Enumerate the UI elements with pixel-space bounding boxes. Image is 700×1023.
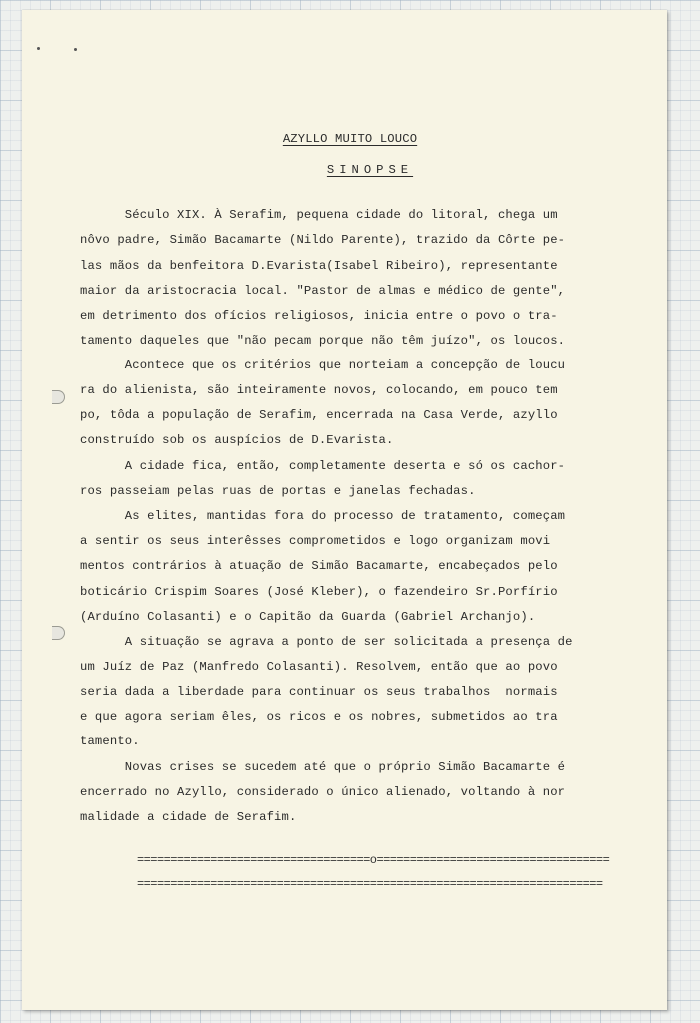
text-line: um Juíz de Paz (Manfredo Colasanti). Resolvem, então que ao povo bbox=[80, 660, 558, 674]
document-title: AZYLLO MUITO LOUCO bbox=[282, 132, 418, 146]
text-line: e que agora seriam êles, os ricos e os nobres, submetidos ao tra bbox=[80, 710, 558, 724]
text-line: Acontece que os critérios que norteiam a concepção de loucu bbox=[80, 358, 566, 372]
punch-hole-bottom bbox=[52, 626, 65, 640]
text-line: Novas crises se sucedem até que o próprio Simão Bacamarte é bbox=[80, 760, 566, 774]
text-line: las mãos da benfeitora D.Evarista(Isabel Ribeiro), representante bbox=[80, 259, 558, 273]
separator-rule-top: ===================================o=================================== bbox=[137, 853, 610, 867]
ink-speck bbox=[74, 48, 77, 51]
text-line: nôvo padre, Simão Bacamarte (Nildo Parente), trazido da Côrte pe- bbox=[80, 233, 566, 247]
text-line: A situação se agrava a ponto de ser solicitada a presença de bbox=[80, 635, 573, 649]
text-line: maior da aristocracia local. "Pastor de almas e médico de gente", bbox=[80, 284, 566, 298]
text-line: boticário Crispim Soares (José Kleber), o fazendeiro Sr.Porfírio bbox=[80, 585, 558, 599]
ink-speck bbox=[37, 47, 40, 50]
text-line: ros passeiam pelas ruas de portas e janelas fechadas. bbox=[80, 484, 476, 498]
text-line: encerrado no Azyllo, considerado o único alienado, voltando à nor bbox=[80, 785, 566, 799]
text-line: em detrimento dos ofícios religiosos, inicia entre o povo o tra- bbox=[80, 309, 558, 323]
text-line: (Arduíno Colasanti) e o Capitão da Guarda (Gabriel Archanjo). bbox=[80, 610, 536, 624]
text-line: malidade a cidade de Serafim. bbox=[80, 810, 297, 824]
text-line: seria dada a liberdade para continuar os seus trabalhos normais bbox=[80, 685, 558, 699]
text-line: tamento daqueles que "não pecam porque não têm juízo", os loucos. bbox=[80, 334, 566, 348]
text-line: ra do alienista, são inteiramente novos, colocando, em pouco tem bbox=[80, 383, 558, 397]
punch-hole-top bbox=[52, 390, 65, 404]
separator-rule-bottom: ====================================================================== bbox=[137, 877, 603, 891]
text-line: A cidade fica, então, completamente deserta e só os cachor- bbox=[80, 459, 566, 473]
text-line: tamento. bbox=[80, 734, 140, 748]
text-line: Século XIX. À Serafim, pequena cidade do litoral, chega um bbox=[80, 208, 558, 222]
document-subtitle: SINOPSE bbox=[326, 163, 414, 177]
text-line: po, tôda a população de Serafim, encerrada na Casa Verde, azyllo bbox=[80, 408, 558, 422]
text-line: As elites, mantidas fora do processo de tratamento, começam bbox=[80, 509, 566, 523]
text-line: construído sob os auspícios de D.Evarista. bbox=[80, 433, 394, 447]
text-line: mentos contrários à atuação de Simão Bacamarte, encabeçados pelo bbox=[80, 559, 558, 573]
text-line: a sentir os seus interêsses comprometidos e logo organizam movi bbox=[80, 534, 551, 548]
